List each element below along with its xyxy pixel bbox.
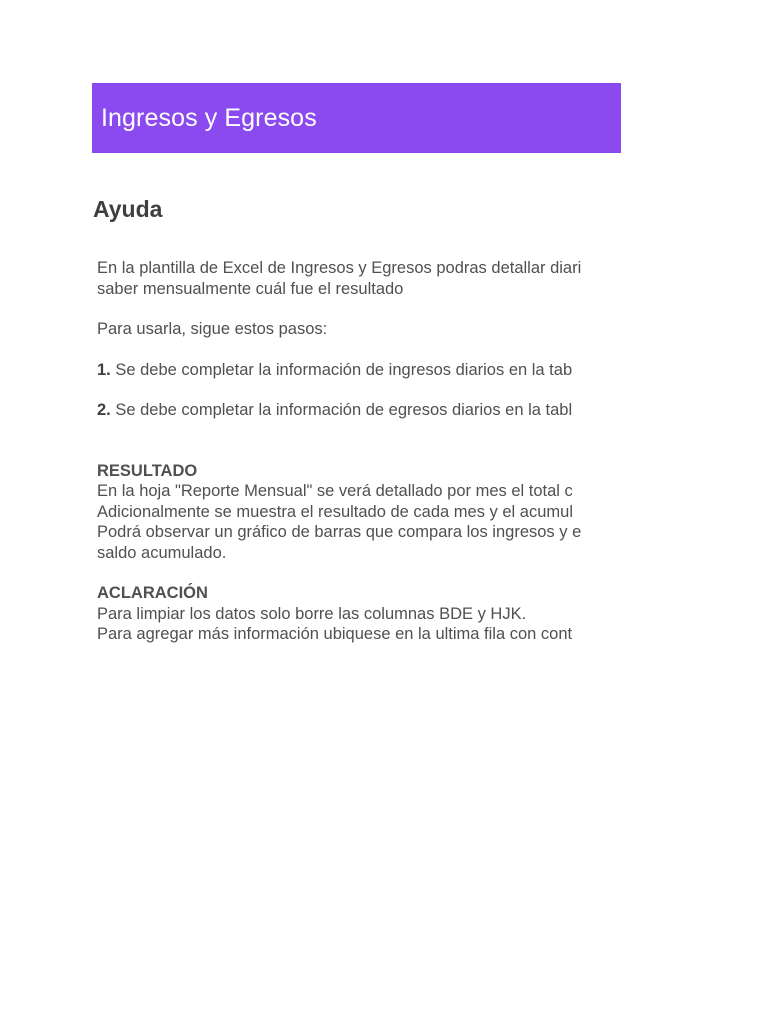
step-number: 2. (97, 401, 111, 419)
step-text: Se debe completar la información de ingresos diarios en la tab (115, 360, 573, 379)
clarification-heading: ACLARACIÓN (97, 584, 208, 602)
step-text: Se debe completar la información de egresos diarios en la tabl (115, 401, 573, 419)
result-line: saldo acumulado. (97, 543, 227, 562)
help-content (97, 258, 621, 645)
help-heading: Ayuda (93, 196, 163, 222)
clarification-line: Para limpiar los datos solo borre las columnas BDE y HJK. (97, 604, 527, 623)
banner-title: Ingresos y Egresos (101, 103, 317, 132)
intro-line: saber mensualmente cuál fue el resultado (97, 279, 404, 298)
intro-line: En la plantilla de Excel de Ingresos y Egresos podras detallar diari (97, 259, 582, 277)
step-number: 1. (97, 360, 111, 379)
step-item (97, 360, 621, 381)
result-heading: RESULTADO (97, 461, 198, 480)
result-line: En la hoja "Reporte Mensual" se verá detallado por mes el total c (97, 482, 573, 500)
clarification-line: Para agregar más información ubiquese en la ultima fila con cont (97, 625, 573, 643)
step-item (97, 400, 621, 421)
result-line: Podrá observar un gráfico de barras que compara los ingresos y e (97, 523, 582, 541)
steps-intro: Para usarla, sigue estos pasos: (97, 320, 328, 338)
result-line: Adicionalmente se muestra el resultado de cada mes y el acumul (97, 502, 573, 521)
title-banner (92, 83, 621, 153)
